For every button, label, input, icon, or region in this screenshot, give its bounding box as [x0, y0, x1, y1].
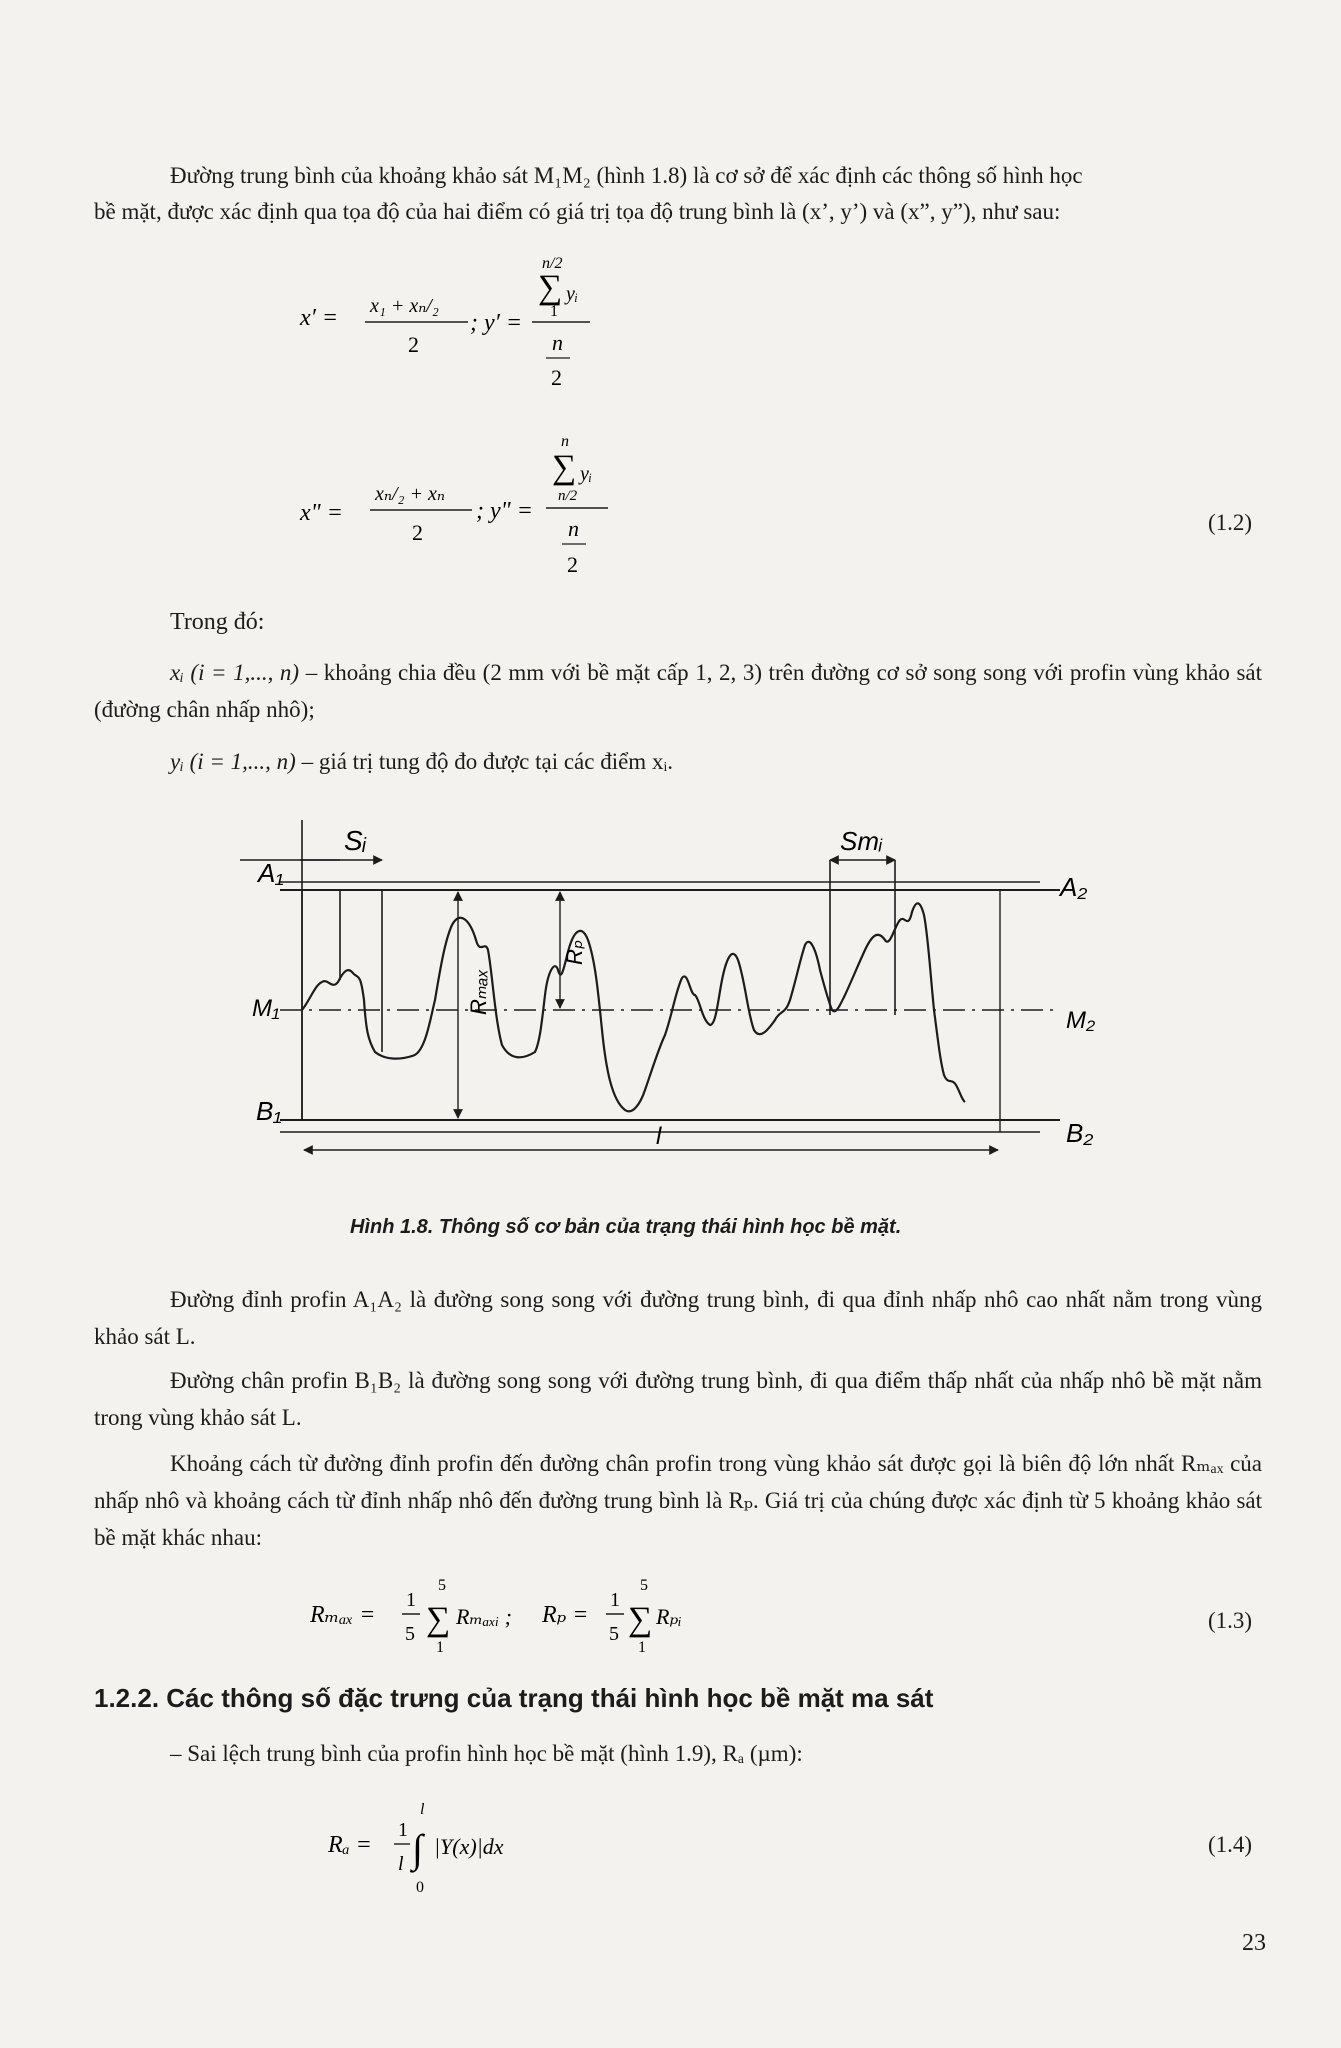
sum1-top: n/2	[542, 255, 563, 272]
sum2-yi: yᵢ	[580, 463, 593, 485]
sum1-bottom: 1	[550, 303, 558, 320]
ra-lhs: Rₐ =	[328, 1832, 372, 1858]
rmax-sum-top: 5	[438, 1577, 446, 1594]
ra-integral: ∫	[412, 1826, 423, 1871]
ra-int-bottom: 0	[416, 1879, 424, 1896]
surface-profile-curve	[302, 903, 965, 1111]
trong-do-label: Trong đó:	[170, 609, 265, 635]
page-number: 23	[1242, 1930, 1266, 1956]
x-double-prime-denominator: 2	[412, 520, 423, 545]
equation-number-1-4: (1.4)	[1208, 1832, 1253, 1857]
equation-number-1-3: (1.3)	[1208, 1608, 1253, 1633]
ra-int-top: l	[420, 1801, 425, 1818]
sum1-yi: yᵢ	[566, 283, 579, 305]
xi-text: – khoảng chia đều (2 mm với bề mặt cấp 1, 2, 3) trên đường cơ sở song song với profin vùng khảo sát (đường chân nhấp nhô);	[94, 660, 1263, 722]
rp-lhs: Rₚ =	[542, 1602, 589, 1628]
yi-text: – giá trị tung độ đo được tại các điểm xᵢ.	[301, 749, 673, 774]
label-rp: Rₚ	[562, 939, 587, 965]
rp-sigma: ∑	[628, 1601, 653, 1638]
figure-caption: Hình 1.8. Thông số cơ bản của trạng thái hình học bề mặt.	[350, 1216, 902, 1238]
label-rmax: Rₘₐₓ	[466, 969, 491, 1015]
intro-line-2: bề mặt, được xác định qua tọa độ của hai điểm có giá trị tọa độ trung bình là (x’, y’) và (x”, y”), như sau:	[94, 199, 1061, 224]
label-l: l	[656, 1123, 662, 1150]
x-double-prime-numerator: xₙ/₂ + xₙ	[375, 483, 445, 505]
label-b2: B₂	[1066, 1118, 1094, 1148]
xi-description	[94, 654, 1262, 728]
sum2-two: 2	[567, 552, 578, 577]
sum2-top: n	[561, 433, 569, 450]
yi-symbol: yᵢ (i = 1,..., n)	[170, 749, 296, 774]
sum2-sigma: ∑	[552, 449, 577, 486]
rmax-sigma: ∑	[426, 1601, 451, 1638]
rp-frac-num: 1	[610, 1589, 620, 1611]
sum1-sigma: ∑	[538, 269, 563, 306]
label-m1: M₁	[252, 995, 280, 1022]
label-si: Sᵢ	[344, 825, 367, 856]
equation-1-2	[290, 240, 650, 600]
equation-number-1-2: (1.2)	[1208, 510, 1253, 535]
x-double-prime: x" =	[300, 500, 343, 526]
x-prime-numerator: x₁ + xₙ/₂	[370, 295, 439, 317]
rmax-sum-bottom: 1	[436, 1639, 444, 1656]
sum1-two: 2	[551, 365, 562, 390]
sum2-bottom: n/2	[558, 488, 578, 504]
dinh-profin-paragraph: Đường đỉnh profin A₁A₂ là đường song song với đường trung bình, đi qua đỉnh nhấp nhô cao nhất nằm trong vùng khảo sát L.	[94, 1287, 1262, 1349]
label-smi: Smᵢ	[840, 826, 883, 856]
intro-line-1: Đường trung bình của khoảng khảo sát M₁M₂ (hình 1.8) là cơ sở để xác định các thông số hình học	[170, 163, 1083, 188]
y-double-prime: ; y" =	[476, 498, 533, 524]
rp-frac-den: 5	[609, 1623, 619, 1645]
rp-i: Rₚᵢ	[656, 1604, 682, 1629]
xi-symbol: xᵢ (i = 1,..., n)	[170, 660, 300, 685]
rmax-frac-num: 1	[406, 1589, 416, 1611]
x-prime: x′ =	[300, 305, 339, 331]
label-b1: B₁	[256, 1096, 282, 1126]
rp-sum-bottom: 1	[638, 1639, 646, 1656]
yi-description	[170, 743, 673, 780]
ra-frac-num: 1	[398, 1819, 408, 1841]
rmax-lhs: Rₘₐₓ =	[310, 1602, 376, 1628]
x-prime-denominator: 2	[408, 332, 419, 357]
chan-profin-paragraph: Đường chân profin B₁B₂ là đường song song với đường trung bình, đi qua điểm thấp nhất của nhấp nhô bề mặt nằm trong vùng khảo sát L.	[94, 1368, 1262, 1430]
rmax-i: Rₘₐₓᵢ ;	[456, 1604, 512, 1629]
rmax-frac-den: 5	[405, 1623, 415, 1645]
y-prime: ; y′ =	[470, 310, 523, 336]
equation-1-3	[310, 1570, 690, 1660]
label-m2: M₂	[1066, 1007, 1096, 1034]
sum1-n: n	[552, 330, 563, 355]
label-a2: A₂	[1060, 872, 1088, 902]
ra-body: |Y(x)|dx	[434, 1834, 504, 1859]
section-heading: 1.2.2. Các thông số đặc trưng của trạng thái hình học bề mặt ma sát	[94, 1683, 934, 1713]
equation-1-4	[328, 1800, 568, 1900]
profile-figure	[240, 820, 1120, 1190]
sai-lech-line: – Sai lệch trung bình của profin hình học bề mặt (hình 1.9), Rₐ (µm):	[170, 1741, 803, 1766]
rp-sum-top: 5	[640, 1577, 648, 1594]
sum2-n: n	[568, 516, 579, 541]
khoang-cach-paragraph: Khoảng cách từ đường đỉnh profin đến đường chân profin trong vùng khảo sát được gọi là biên độ lớn nhất Rₘₐₓ của nhấp nhô và khoảng cách từ đỉnh nhấp nhô đến đường trung bình là Rₚ. Giá trị của chúng được xác định từ 5 khoảng khảo sát bề mặt khác nhau:	[94, 1451, 1262, 1550]
ra-frac-den: l	[398, 1853, 404, 1875]
label-a1: A₁	[258, 858, 284, 888]
